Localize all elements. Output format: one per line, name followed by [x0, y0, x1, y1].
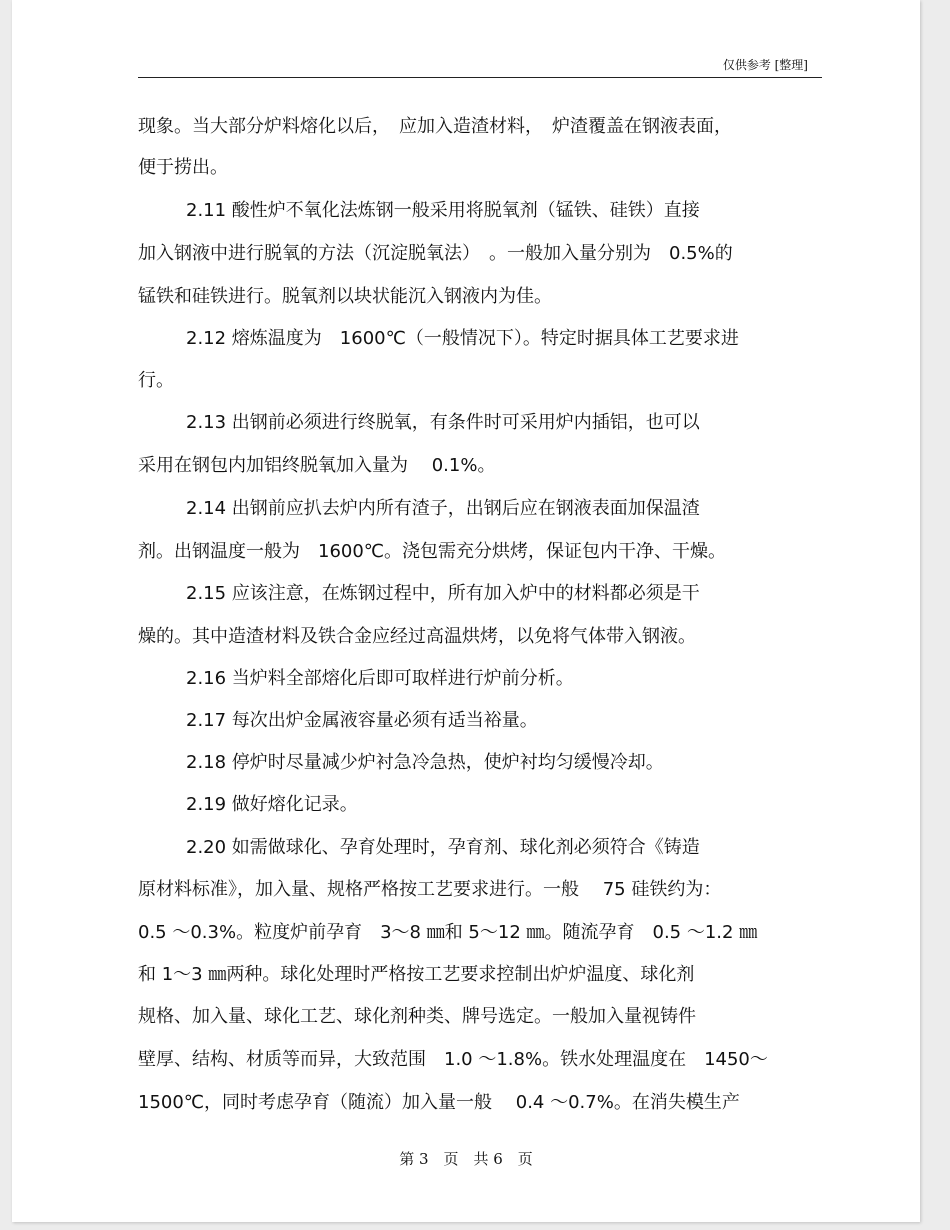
text-line: 燥的。其中造渣材料及铁合金应经过高温烘烤，以免将气体带入钢液。	[138, 626, 696, 647]
text-line: 和 1～3 ㎜两种。球化处理时严格按工艺要求控制出炉炉温度、球化剂	[138, 964, 695, 985]
text-line: 壁厚、结构、材质等而异，大致范围 1.0 ～1.8%。铁水处理温度在 1450～	[138, 1049, 768, 1070]
text-line: 规格、加入量、球化工艺、球化剂种类、牌号选定。一般加入量视铸件	[138, 1006, 696, 1027]
text-line: 1500℃，同时考虑孕育（随流）加入量一般 0.4 ～0.7%。在消失模生产	[138, 1092, 740, 1113]
text-line: 0.5 ～0.3%。粒度炉前孕育 3～8 ㎜和 5～12 ㎜。随流孕育 0.5 ～1.2 ㎜	[138, 922, 758, 943]
page-header: 仅供参考 [整理]	[722, 58, 808, 72]
text-line: 行。	[138, 370, 174, 391]
text-line: 2.19 做好熔化记录。	[186, 794, 358, 815]
text-line: 原材料标准》，加入量、规格严格按工艺要求进行。一般 75 硅铁约为：	[138, 879, 722, 900]
text-line: 2.17 每次出炉金属液容量必须有适当裕量。	[186, 710, 538, 731]
text-line: 2.20 如需做球化、孕育处理时，孕育剂、球化剂必须符合《铸造	[186, 837, 700, 858]
text-line: 2.13 出钢前必须进行终脱氧，有条件时可采用炉内插铝，也可以	[186, 412, 700, 433]
text-line: 加入钢液中进行脱氧的方法（沉淀脱氧法） 。一般加入量分别为 0.5%的	[138, 243, 733, 264]
text-line: 剂。出钢温度一般为 1600℃。浇包需充分烘烤，保证包内干净、干燥。	[138, 541, 727, 562]
text-line: 2.16 当炉料全部熔化后即可取样进行炉前分析。	[186, 668, 574, 689]
text-line: 2.18 停炉时尽量减少炉衬急冷急热，使炉衬均匀缓慢冷却。	[186, 752, 664, 773]
text-line: 2.12 熔炼温度为 1600℃（一般情况下）。特定时据具体工艺要求进	[186, 328, 739, 349]
text-line: 采用在钢包内加铝终脱氧加入量为 0.1%。	[138, 455, 496, 476]
text-line: 2.14 出钢前应扒去炉内所有渣子，出钢后应在钢液表面加保温渣	[186, 498, 700, 519]
document-page	[12, 0, 920, 1222]
text-line: 锰铁和硅铁进行。脱氧剂以块状能沉入钢液内为佳。	[138, 286, 552, 307]
text-line: 2.15 应该注意，在炼钢过程中，所有加入炉中的材料都必须是干	[186, 583, 700, 604]
page-footer: 第 3 页 共 6 页	[399, 1150, 533, 1168]
text-line: 现象。当大部分炉料熔化以后， 应加入造渣材料， 炉渣覆盖在钢液表面，	[138, 116, 732, 137]
text-line: 2.11 酸性炉不氧化法炼钢一般采用将脱氧剂（锰铁、硅铁）直接	[186, 200, 700, 221]
text-line: 便于捞出。	[138, 157, 228, 178]
header-rule	[138, 77, 822, 78]
